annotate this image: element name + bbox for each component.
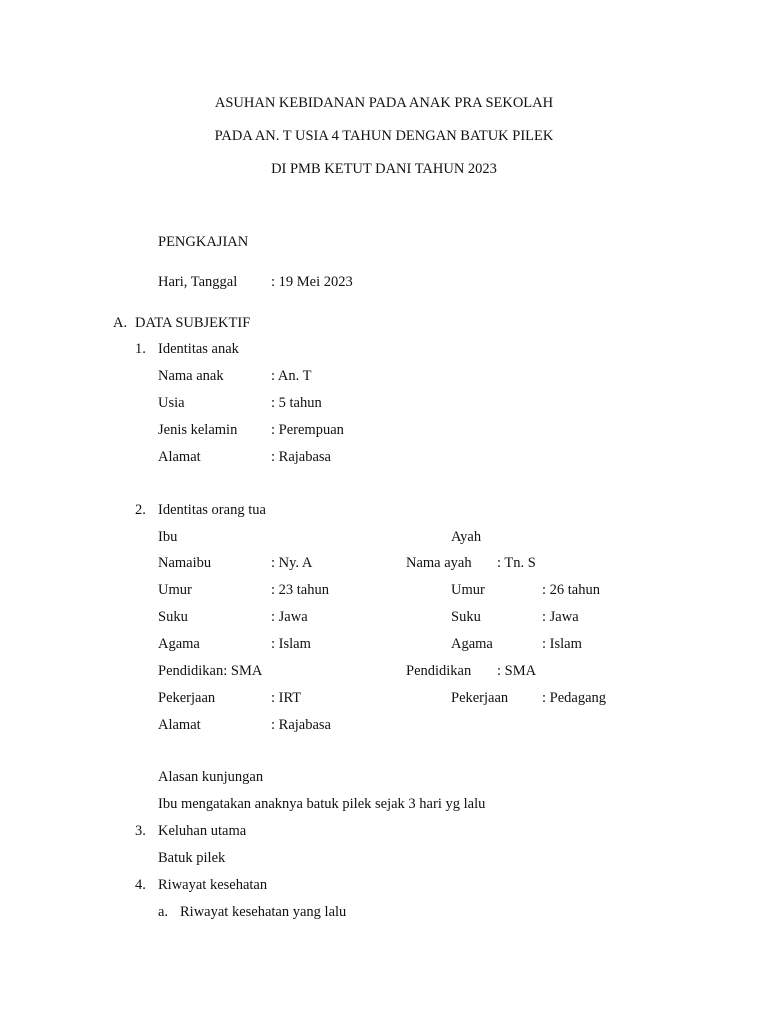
child-sex-value: : Perempuan — [271, 422, 344, 438]
item-3-number: 3. — [135, 823, 146, 839]
mother-age-value: : 23 tahun — [271, 582, 329, 598]
section-a-marker: A. — [113, 315, 128, 331]
child-sex-label: Jenis kelamin — [158, 422, 238, 438]
item-1-title: Identitas anak — [158, 341, 239, 357]
mother-religion-label: Agama — [158, 636, 200, 652]
child-address-label: Alamat — [158, 449, 201, 465]
father-occupation-label: Pekerjaan — [451, 690, 509, 706]
child-age-label: Usia — [158, 395, 185, 411]
father-education-value: : SMA — [497, 663, 537, 679]
mother-ethnicity-value: : Jawa — [271, 609, 308, 625]
child-name-label: Nama anak — [158, 368, 224, 384]
item-2-number: 2. — [135, 502, 146, 518]
mother-heading: Ibu — [158, 529, 178, 545]
item-4a-title: Riwayat kesehatan yang lalu — [180, 904, 347, 920]
father-heading: Ayah — [451, 529, 482, 545]
mother-name-value: : Ny. A — [271, 555, 313, 571]
father-age-value: : 26 tahun — [542, 582, 600, 598]
mother-name-label: Namaibu — [158, 555, 212, 571]
mother-occupation-label: Pekerjaan — [158, 690, 216, 706]
title-line-1: ASUHAN KEBIDANAN PADA ANAK PRA SEKOLAH — [214, 95, 554, 111]
item-3-title: Keluhan utama — [158, 823, 247, 839]
father-education-label: Pendidikan — [406, 663, 472, 679]
pengkajian-heading: PENGKAJIAN — [158, 234, 249, 250]
title-line-2: PADA AN. T USIA 4 TAHUN DENGAN BATUK PILEK — [214, 128, 554, 144]
section-a-title: DATA SUBJEKTIF — [135, 315, 251, 331]
father-name-label: Nama ayah — [406, 555, 472, 571]
child-age-value: : 5 tahun — [271, 395, 322, 411]
date-label: Hari, Tanggal — [158, 274, 238, 290]
father-ethnicity-label: Suku — [451, 609, 481, 625]
mother-address-label: Alamat — [158, 717, 201, 733]
mother-religion-value: : Islam — [271, 636, 311, 652]
mother-ethnicity-label: Suku — [158, 609, 188, 625]
father-religion-label: Agama — [451, 636, 493, 652]
mother-age-label: Umur — [158, 582, 192, 598]
item-1-number: 1. — [135, 341, 146, 357]
item-4-title: Riwayat kesehatan — [158, 877, 268, 893]
mother-occupation-value: : IRT — [271, 690, 302, 706]
item-4-number: 4. — [135, 877, 146, 893]
mother-address-value: : Rajabasa — [271, 717, 331, 733]
mother-education: Pendidikan: SMA — [158, 663, 263, 679]
child-address-value: : Rajabasa — [271, 449, 331, 465]
item-4a-marker: a. — [158, 904, 169, 920]
child-name-value: : An. T — [271, 368, 312, 384]
father-occupation-value: : Pedagang — [542, 690, 607, 706]
father-name-value: : Tn. S — [497, 555, 536, 571]
date-value: : 19 Mei 2023 — [271, 274, 353, 290]
visit-reason-heading: Alasan kunjungan — [158, 769, 264, 785]
father-ethnicity-value: : Jawa — [542, 609, 579, 625]
visit-reason-text: Ibu mengatakan anaknya batuk pilek sejak 3 hari yg lalu — [158, 796, 486, 812]
item-2-title: Identitas orang tua — [158, 502, 266, 518]
father-religion-value: : Islam — [542, 636, 582, 652]
main-complaint-text: Batuk pilek — [158, 850, 226, 866]
father-age-label: Umur — [451, 582, 485, 598]
title-line-3: DI PMB KETUT DANI TAHUN 2023 — [271, 161, 497, 177]
